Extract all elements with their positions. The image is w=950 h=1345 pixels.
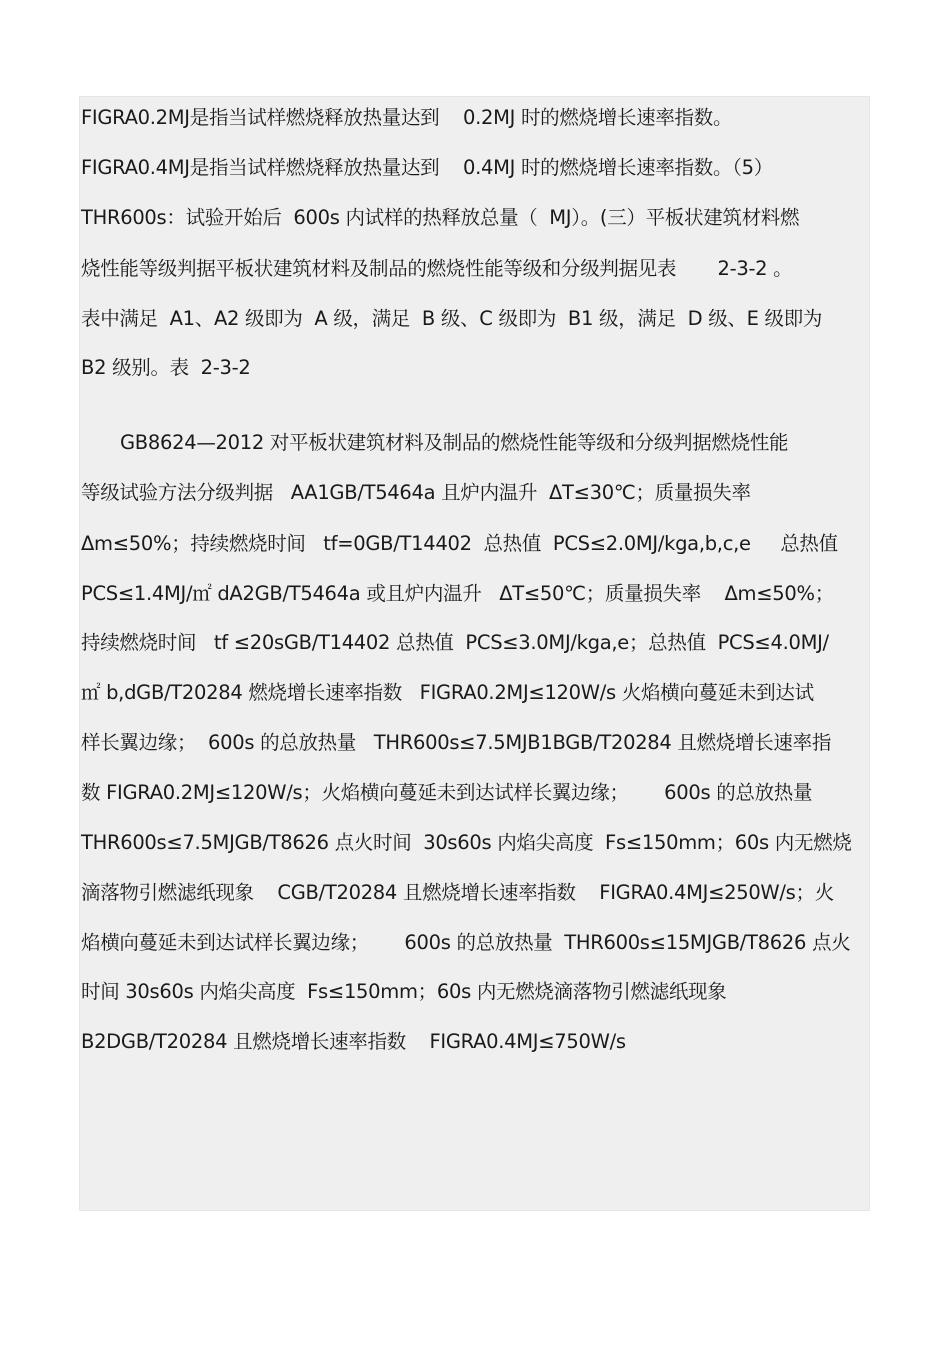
text-line: THR600s：试验开始后 600s 内试样的热释放总量（ MJ）。(三）平板状建筑材料燃 [81,206,800,229]
text-line: PCS≤1.4MJ/㎡ dA2GB/T5464a 或且炉内温升 ΔT≤50℃；质量损失率 Δm≤50%； [81,582,834,605]
text-line: B2DGB/T20284 且燃烧增长速率指数 FIGRA0.4MJ≤750W/s [81,1030,626,1053]
text-line: 表中满足 A1、A2 级即为 A 级，满足 B 级、C 级即为 B1 级，满足 D 级、E 级即为 [81,307,823,330]
text-line: Δm≤50%；持续燃烧时间 tf=0GB/T14402 总热值 PCS≤2.0MJ/kga,b,c,e 总热值 [81,532,838,555]
paragraph-first-line: GB8624—2012 对平板状建筑材料及制品的燃烧性能等级和分级判据燃烧性能 [120,431,789,454]
text-line: 时间 30s60s 内焰尖高度 Fs≤150mm；60s 内无燃烧滴落物引燃滤纸现象 [81,980,727,1003]
text-line: 样长翼边缘； 600s 的总放热量 THR600s≤7.5MJB1BGB/T20284 且燃烧增长速率指 [81,731,832,754]
text-line: 等级试验方法分级判据 AA1GB/T5464a 且炉内温升 ΔT≤30℃；质量损失率 [81,481,751,504]
text-line: THR600s≤7.5MJGB/T8626 点火时间 30s60s 内焰尖高度 Fs≤150mm；60s 内无燃烧 [81,831,852,854]
text-line: B2 级别。表 2-3-2 [81,356,251,379]
text-line: 滴落物引燃滤纸现象 CGB/T20284 且燃烧增长速率指数 FIGRA0.4MJ≤250W/s；火 [81,881,834,904]
text-line: 数 FIGRA0.2MJ≤120W/s；火焰横向蔓延未到达试样长翼边缘； 600s 的总放热量 [81,781,813,804]
text-line: ㎡ b,dGB/T20284 燃烧增长速率指数 FIGRA0.2MJ≤120W/s 火焰横向蔓延未到达试 [81,681,814,704]
text-line: 持续燃烧时间 tf ≤20sGB/T14402 总热值 PCS≤3.0MJ/kga,e；总热值 PCS≤4.0MJ/ [81,631,829,654]
text-line: 焰横向蔓延未到达试样长翼边缘； 600s 的总放热量 THR600s≤15MJGB/T8626 点火 [81,931,851,954]
text-line: FIGRA0.2MJ是指当试样燃烧释放热量达到 0.2MJ 时的燃烧增长速率指数。 [81,106,733,129]
text-line: FIGRA0.4MJ是指当试样燃烧释放热量达到 0.4MJ 时的燃烧增长速率指数。（5） [81,156,773,179]
text-line: 烧性能等级判据平板状建筑材料及制品的燃烧性能等级和分级判据见表 2-3-2 。 [81,257,793,280]
